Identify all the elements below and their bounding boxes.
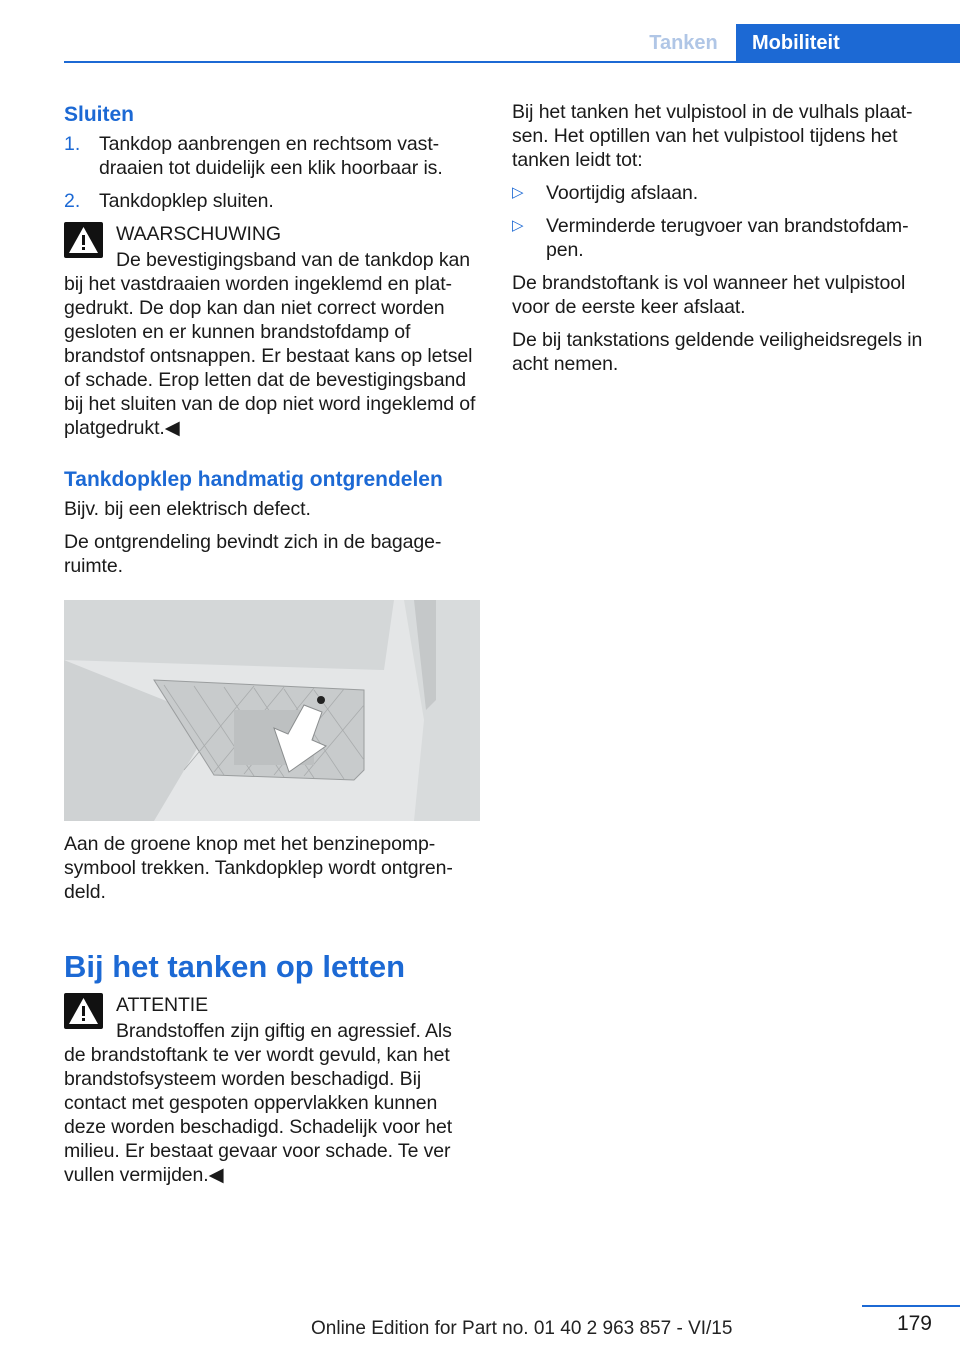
step-text: Tankdop aanbrengen en rechtsom vastdraaien tot duidelijk een klik hoorbaar is. (99, 133, 443, 179)
step-item (64, 132, 482, 180)
triangle-bullet-icon: ▷ (512, 184, 524, 201)
step-number: 2. (64, 190, 81, 212)
triangle-bullet-icon: ▷ (512, 217, 524, 234)
paragraph: De brandstoftank is vol wanneer het vulpistool voor de eerste keer afslaat. (512, 272, 906, 318)
list-item-text: Voortijdig afslaan. (546, 182, 699, 204)
warning-title: WAARSCHUWING (116, 223, 281, 245)
warning-box (64, 993, 482, 1187)
heading-chapter: Bij het tanken op letten (64, 949, 406, 984)
paragraph: De ontgrendeling bevindt zich in de bagageruimte. (64, 531, 442, 577)
paragraph: De bij tankstations geldende veiligheidsregels in acht nemen. (512, 329, 923, 375)
paragraph: Bijv. bij een elektrisch defect. (64, 498, 311, 520)
step-number: 1. (64, 133, 81, 155)
list-item-text: Verminderde terugvoer van brandstofdampen. (546, 215, 909, 261)
tab-tanken[interactable]: Tanken (631, 24, 736, 62)
left-column (64, 100, 482, 1187)
step-item (64, 189, 482, 213)
tab-mobiliteit[interactable]: Mobiliteit (736, 24, 960, 62)
warning-box (64, 222, 482, 440)
trunk-release-photo (64, 600, 480, 821)
right-column (512, 100, 932, 376)
page-number: 179 (896, 1312, 932, 1335)
warning-first-line: De bevestigingsband van de tankdop kan (116, 249, 470, 271)
edition-note: Online Edition for Part no. 01 40 2 963 857 - VI/15 (311, 1318, 733, 1339)
warning-triangle-icon (64, 993, 103, 1029)
header-rule (64, 61, 960, 63)
heading-sluiten: Sluiten (64, 103, 135, 126)
warning-first-line: Brandstoffen zijn giftig en agressief. Als (116, 1020, 452, 1042)
heading-manual-release: Tankdopklep handmatig ontgrendelen (64, 468, 443, 491)
list-item (512, 181, 932, 205)
warning-body: de brandstoftank te ver wordt gevuld, kan het brandstofsysteem worden beschadigd. Bij contact met gespoten oppervlakken kunnen deze worden beschadigd. Schadelijk voor het milieu. Er bestaat gevaar voor schade. Te ver vullen vermijden.◀ (64, 1044, 453, 1186)
warning-triangle-icon (64, 222, 103, 258)
step-text: Tankdopklep sluiten. (99, 190, 274, 212)
list-item (512, 214, 932, 262)
warning-title: ATTENTIE (116, 994, 209, 1016)
paragraph: Aan de groene knop met het benzinepompsymbool trekken. Tankdopklep wordt ontgrendeld. (64, 833, 453, 903)
footer-rule (862, 1305, 960, 1307)
warning-body: bij het vastdraaien worden ingeklemd en platgedrukt. De dop kan dan niet correct worden gesloten en er kunnen brandstofdamp of brandstof ontsnappen. Er bestaat kans op letsel of schade. Erop letten dat de bevestigingsband bij het sluiten van de dop niet word ingeklemd of platgedrukt.◀ (64, 273, 476, 439)
paragraph: Bij het tanken het vulpistool in de vulhals plaatsen. Het optillen van het vulpistool tijdens het tanken leidt tot: (512, 101, 913, 171)
